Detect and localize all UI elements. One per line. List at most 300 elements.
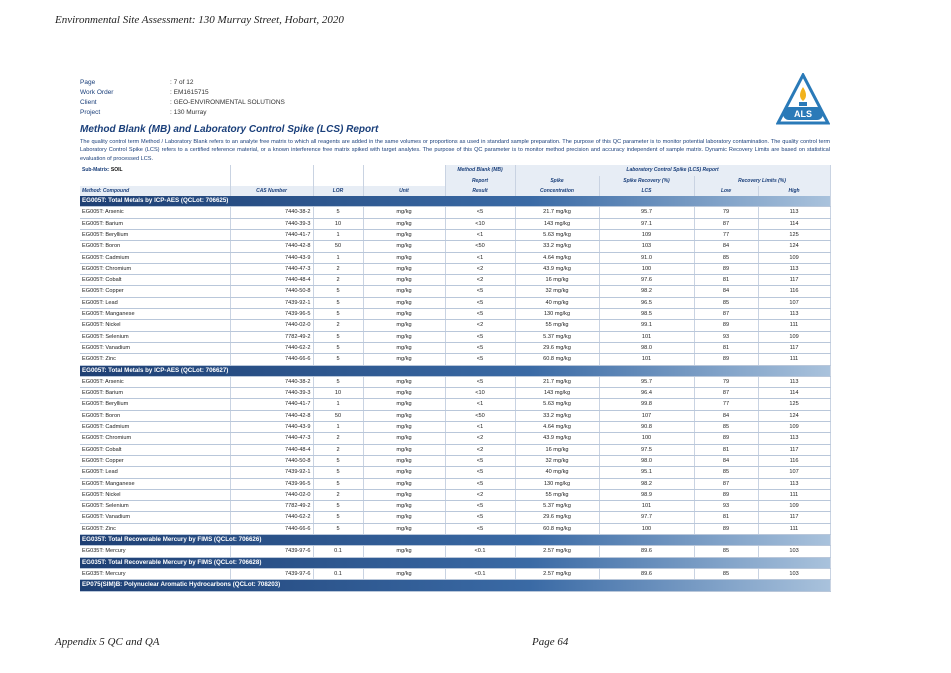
spike-concentration-cell: 4.64 mg/kg: [515, 422, 599, 433]
lcs-recovery-cell: 98.0: [599, 455, 694, 466]
spike-concentration-cell: 21.7 mg/kg: [515, 376, 599, 387]
lor-cell: 5: [313, 354, 363, 365]
recovery-high-cell: 109: [758, 252, 830, 263]
unit-cell: mg/kg: [363, 455, 445, 466]
recovery-high-cell: 113: [758, 478, 830, 489]
lor-cell: 0.1: [313, 568, 363, 579]
cas-number-cell: 7440-62-2: [230, 512, 313, 523]
recovery-high-cell: 124: [758, 410, 830, 421]
mb-result-cell: <5: [445, 467, 515, 478]
cas-number-cell: 7440-42-8: [230, 410, 313, 421]
high-header: High: [758, 186, 830, 196]
sub-matrix-label: Sub-Matrix:: [82, 167, 110, 174]
cas-number-cell: 7440-48-4: [230, 444, 313, 455]
table-row: [80, 218, 830, 229]
table-row: [80, 376, 830, 387]
group-title: EG005T: Total Metals by ICP-AES (QCLot: 706625): [80, 196, 830, 207]
report-title: Method Blank (MB) and Laboratory Control Spike (LCS) Report: [80, 124, 379, 135]
spike-concentration-cell: 60.8 mg/kg: [515, 354, 599, 365]
cas-number-cell: 7439-97-6: [230, 546, 313, 557]
lcs-recovery-cell: 97.7: [599, 512, 694, 523]
lor-cell: 5: [313, 501, 363, 512]
table-row: [80, 252, 830, 263]
table-row: [80, 568, 830, 579]
spike-concentration-cell: 33.2 mg/kg: [515, 410, 599, 421]
lcs-recovery-cell: 97.1: [599, 218, 694, 229]
meta-row: [80, 98, 830, 108]
mb-result-cell: <2: [445, 275, 515, 286]
unit-cell: mg/kg: [363, 275, 445, 286]
unit-header: Unit: [363, 186, 445, 196]
cas-number-cell: 7440-38-2: [230, 207, 313, 218]
lcs-recovery-cell: 107: [599, 410, 694, 421]
cas-number-cell: 7440-41-7: [230, 399, 313, 410]
table-row: [80, 467, 830, 478]
unit-cell: mg/kg: [363, 467, 445, 478]
mb-result-cell: <5: [445, 286, 515, 297]
page-header: Environmental Site Assessment: 130 Murray Street, Hobart, 2020: [55, 14, 344, 26]
header-row-1: [80, 165, 830, 175]
cas-number-cell: 7440-39-3: [230, 388, 313, 399]
recovery-high-cell: 113: [758, 376, 830, 387]
spike-header: Spike: [515, 176, 599, 186]
spike-concentration-cell: 5.37 mg/kg: [515, 501, 599, 512]
cas-number-cell: 7440-41-7: [230, 230, 313, 241]
meta-value: : EM1615715: [170, 89, 209, 96]
lcs-recovery-cell: 96.5: [599, 297, 694, 308]
lor-cell: 0.1: [313, 546, 363, 557]
footer-right: Page 64: [532, 636, 569, 648]
compound-cell: EG005T: Boron: [80, 241, 230, 252]
spike-concentration-cell: 16 mg/kg: [515, 444, 599, 455]
cas-number-cell: 7440-39-3: [230, 218, 313, 229]
unit-cell: mg/kg: [363, 263, 445, 274]
table-row: [80, 523, 830, 534]
compound-cell: EG005T: Chromium: [80, 433, 230, 444]
table-row: [80, 309, 830, 320]
recovery-high-cell: 113: [758, 207, 830, 218]
spike-concentration-cell: 21.7 mg/kg: [515, 207, 599, 218]
recovery-low-cell: 87: [694, 218, 758, 229]
table-row: [80, 410, 830, 421]
table-row: [80, 297, 830, 308]
lor-cell: 1: [313, 230, 363, 241]
spike-concentration-cell: 43.9 mg/kg: [515, 263, 599, 274]
unit-cell: mg/kg: [363, 342, 445, 353]
meta-label: Client: [80, 99, 97, 106]
cas-number-cell: 7440-66-6: [230, 354, 313, 365]
table-row: [80, 207, 830, 218]
report-meta: [80, 78, 830, 118]
cas-number-cell: 7440-02-0: [230, 489, 313, 500]
recovery-low-cell: 81: [694, 275, 758, 286]
recovery-high-cell: 111: [758, 489, 830, 500]
cas-number-cell: 7440-66-6: [230, 523, 313, 534]
spike-concentration-cell: 33.2 mg/kg: [515, 241, 599, 252]
result-header: Result: [445, 186, 515, 196]
mb-result-cell: <2: [445, 433, 515, 444]
meta-row: [80, 78, 830, 88]
mb-result-cell: <2: [445, 263, 515, 274]
recovery-low-cell: 79: [694, 207, 758, 218]
lcs-recovery-cell: 98.2: [599, 286, 694, 297]
unit-cell: mg/kg: [363, 320, 445, 331]
lor-cell: 5: [313, 297, 363, 308]
recovery-high-cell: 124: [758, 241, 830, 252]
recovery-low-cell: 84: [694, 241, 758, 252]
meta-value: : 130 Murray: [170, 109, 207, 116]
recovery-high-cell: 117: [758, 342, 830, 353]
group-header-row: [80, 196, 830, 207]
lor-cell: 10: [313, 388, 363, 399]
lor-cell: 5: [313, 467, 363, 478]
compound-cell: EG005T: Arsenic: [80, 376, 230, 387]
cas-number-cell: 7440-50-8: [230, 286, 313, 297]
spike-concentration-cell: 143 mg/kg: [515, 388, 599, 399]
table-row: [80, 331, 830, 342]
unit-cell: mg/kg: [363, 388, 445, 399]
report-header: Report: [445, 176, 515, 186]
lor-cell: 5: [313, 523, 363, 534]
lcs-recovery-cell: 99.8: [599, 399, 694, 410]
meta-label: Page: [80, 79, 96, 86]
group-header-row: [80, 535, 830, 546]
table-row: [80, 286, 830, 297]
recovery-high-cell: 114: [758, 388, 830, 399]
cas-number-cell: 7440-47-3: [230, 433, 313, 444]
logo-text: ALS: [794, 109, 812, 119]
group-title: EG005T: Total Metals by ICP-AES (QCLot: 706627): [80, 365, 830, 376]
cas-number-cell: 7440-47-3: [230, 263, 313, 274]
qc-table: [80, 165, 831, 591]
recovery-low-cell: 79: [694, 376, 758, 387]
lor-cell: 1: [313, 252, 363, 263]
table-row: [80, 455, 830, 466]
mb-result-cell: <1: [445, 422, 515, 433]
compound-cell: EG005T: Lead: [80, 297, 230, 308]
footer-left: Appendix 5 QC and QA: [55, 636, 160, 648]
recovery-high-cell: 103: [758, 568, 830, 579]
table-row: [80, 230, 830, 241]
compound-cell: EG005T: Zinc: [80, 523, 230, 534]
compound-cell: EG005T: Manganese: [80, 309, 230, 320]
lcs-recovery-cell: 95.7: [599, 207, 694, 218]
mb-result-cell: <5: [445, 207, 515, 218]
lcs-recovery-cell: 98.5: [599, 309, 694, 320]
recovery-low-cell: 87: [694, 309, 758, 320]
unit-cell: mg/kg: [363, 422, 445, 433]
spike-concentration-cell: 55 mg/kg: [515, 320, 599, 331]
lcs-recovery-cell: 97.6: [599, 275, 694, 286]
table-row: [80, 275, 830, 286]
compound-cell: EG005T: Copper: [80, 286, 230, 297]
compound-cell: EG035T: Mercury: [80, 546, 230, 557]
recovery-high-cell: 103: [758, 546, 830, 557]
recovery-low-cell: 93: [694, 501, 758, 512]
recovery-high-cell: 125: [758, 230, 830, 241]
compound-cell: EG005T: Nickel: [80, 320, 230, 331]
recovery-low-cell: 93: [694, 331, 758, 342]
spike-concentration-cell: 5.63 mg/kg: [515, 399, 599, 410]
recovery-high-cell: 116: [758, 286, 830, 297]
table-row: [80, 444, 830, 455]
recovery-low-cell: 84: [694, 410, 758, 421]
cas-header: CAS Number: [230, 186, 313, 196]
lor-cell: 2: [313, 263, 363, 274]
table-row: [80, 546, 830, 557]
lor-cell: 5: [313, 207, 363, 218]
compound-cell: EG005T: Nickel: [80, 489, 230, 500]
mb-result-cell: <2: [445, 444, 515, 455]
mb-result-cell: <10: [445, 388, 515, 399]
recovery-high-cell: 116: [758, 455, 830, 466]
recovery-low-cell: 89: [694, 523, 758, 534]
compound-cell: EG005T: Lead: [80, 467, 230, 478]
unit-cell: mg/kg: [363, 478, 445, 489]
compound-cell: EG005T: Barium: [80, 218, 230, 229]
recovery-high-cell: 107: [758, 297, 830, 308]
compound-cell: EG005T: Cobalt: [80, 444, 230, 455]
unit-cell: mg/kg: [363, 286, 445, 297]
recovery-low-cell: 84: [694, 455, 758, 466]
cas-number-cell: 7782-49-2: [230, 501, 313, 512]
compound-cell: EG005T: Boron: [80, 410, 230, 421]
mb-result-cell: <10: [445, 218, 515, 229]
compound-cell: EG005T: Cadmium: [80, 422, 230, 433]
meta-row: [80, 108, 830, 118]
mb-result-cell: <5: [445, 478, 515, 489]
mb-result-cell: <5: [445, 455, 515, 466]
table-row: [80, 478, 830, 489]
recovery-high-cell: 113: [758, 309, 830, 320]
lcs-recovery-cell: 98.0: [599, 342, 694, 353]
unit-cell: mg/kg: [363, 399, 445, 410]
lcs-recovery-cell: 100: [599, 433, 694, 444]
group-header-row: [80, 580, 830, 591]
table-row: [80, 489, 830, 500]
table-row: [80, 354, 830, 365]
unit-cell: mg/kg: [363, 376, 445, 387]
compound-cell: EG005T: Cadmium: [80, 252, 230, 263]
spike-concentration-cell: 16 mg/kg: [515, 275, 599, 286]
table-row: [80, 422, 830, 433]
cas-number-cell: 7440-48-4: [230, 275, 313, 286]
lcs-recovery-cell: 96.4: [599, 388, 694, 399]
compound-cell: EG005T: Beryllium: [80, 230, 230, 241]
unit-cell: mg/kg: [363, 331, 445, 342]
mb-result-cell: <5: [445, 309, 515, 320]
mb-result-cell: <2: [445, 489, 515, 500]
recovery-high-cell: 117: [758, 444, 830, 455]
table-row: [80, 263, 830, 274]
spike-concentration-cell: 32 mg/kg: [515, 455, 599, 466]
recovery-low-cell: 89: [694, 354, 758, 365]
unit-cell: mg/kg: [363, 297, 445, 308]
unit-cell: mg/kg: [363, 207, 445, 218]
lor-cell: 2: [313, 489, 363, 500]
unit-cell: mg/kg: [363, 410, 445, 421]
cas-number-cell: 7440-02-0: [230, 320, 313, 331]
recovery-high-cell: 109: [758, 331, 830, 342]
lcs-recovery-cell: 109: [599, 230, 694, 241]
lcs-recovery-cell: 100: [599, 263, 694, 274]
table-row: [80, 501, 830, 512]
spike-concentration-cell: 43.9 mg/kg: [515, 433, 599, 444]
spike-concentration-cell: 5.63 mg/kg: [515, 230, 599, 241]
spike-concentration-cell: 2.57 mg/kg: [515, 568, 599, 579]
compound-cell: EG005T: Vanadium: [80, 512, 230, 523]
sub-matrix: [80, 165, 230, 175]
lcs-recovery-cell: 100: [599, 523, 694, 534]
mb-result-cell: <1: [445, 230, 515, 241]
meta-value: : 7 of 12: [170, 79, 194, 86]
spike-concentration-cell: 130 mg/kg: [515, 478, 599, 489]
lcs-recovery-cell: 97.5: [599, 444, 694, 455]
mb-result-cell: <5: [445, 342, 515, 353]
recovery-low-cell: 85: [694, 546, 758, 557]
lor-cell: 2: [313, 444, 363, 455]
lor-cell: 2: [313, 433, 363, 444]
spike-recovery-header: Spike Recovery (%): [599, 176, 694, 186]
recovery-low-cell: 81: [694, 444, 758, 455]
table-row: [80, 241, 830, 252]
meta-label: Work Order: [80, 89, 114, 96]
method-compound-header: Method: Compound: [80, 186, 230, 196]
lor-cell: 5: [313, 376, 363, 387]
cas-number-cell: 7439-96-5: [230, 309, 313, 320]
lor-cell: 50: [313, 241, 363, 252]
unit-cell: mg/kg: [363, 433, 445, 444]
lor-cell: 10: [313, 218, 363, 229]
compound-cell: EG035T: Mercury: [80, 568, 230, 579]
cas-number-cell: 7439-92-1: [230, 297, 313, 308]
mb-result-cell: <5: [445, 354, 515, 365]
table-row: [80, 342, 830, 353]
cas-number-cell: 7439-92-1: [230, 467, 313, 478]
cas-number-cell: 7440-42-8: [230, 241, 313, 252]
mb-result-cell: <1: [445, 399, 515, 410]
lcs-recovery-cell: 101: [599, 331, 694, 342]
recovery-low-cell: 87: [694, 478, 758, 489]
spike-concentration-cell: 60.8 mg/kg: [515, 523, 599, 534]
compound-cell: EG005T: Manganese: [80, 478, 230, 489]
group-header-row: [80, 557, 830, 568]
recovery-low-cell: 77: [694, 399, 758, 410]
unit-cell: mg/kg: [363, 309, 445, 320]
compound-cell: EG005T: Vanadium: [80, 342, 230, 353]
compound-cell: EG005T: Selenium: [80, 331, 230, 342]
recovery-low-cell: 87: [694, 388, 758, 399]
unit-cell: mg/kg: [363, 568, 445, 579]
lcs-recovery-cell: 95.1: [599, 467, 694, 478]
recovery-low-cell: 89: [694, 489, 758, 500]
cas-number-cell: 7440-50-8: [230, 455, 313, 466]
lor-cell: 5: [313, 455, 363, 466]
unit-cell: mg/kg: [363, 512, 445, 523]
mb-result-cell: <0.1: [445, 546, 515, 557]
recovery-high-cell: 109: [758, 422, 830, 433]
lcs-recovery-cell: 95.7: [599, 376, 694, 387]
lor-cell: 5: [313, 309, 363, 320]
mb-result-cell: <1: [445, 252, 515, 263]
lcs-recovery-cell: 98.2: [599, 478, 694, 489]
meta-label: Project: [80, 109, 101, 116]
compound-cell: EG005T: Copper: [80, 455, 230, 466]
lor-cell: 1: [313, 399, 363, 410]
lcs-recovery-cell: 90.8: [599, 422, 694, 433]
compound-cell: EG005T: Beryllium: [80, 399, 230, 410]
unit-cell: mg/kg: [363, 489, 445, 500]
recovery-low-cell: 85: [694, 252, 758, 263]
recovery-low-cell: 89: [694, 433, 758, 444]
low-header: Low: [694, 186, 758, 196]
meta-row: [80, 88, 830, 98]
lcs-recovery-cell: 98.9: [599, 489, 694, 500]
recovery-high-cell: 114: [758, 218, 830, 229]
mb-result-cell: <5: [445, 512, 515, 523]
spike-concentration-cell: 2.57 mg/kg: [515, 546, 599, 557]
lor-cell: 5: [313, 478, 363, 489]
als-logo: [776, 73, 830, 125]
recovery-low-cell: 85: [694, 568, 758, 579]
spike-concentration-cell: 40 mg/kg: [515, 297, 599, 308]
recovery-high-cell: 113: [758, 433, 830, 444]
spike-concentration-cell: 29.6 mg/kg: [515, 342, 599, 353]
mb-result-cell: <50: [445, 241, 515, 252]
lor-cell: 5: [313, 286, 363, 297]
recovery-low-cell: 85: [694, 422, 758, 433]
unit-cell: mg/kg: [363, 523, 445, 534]
header-row-3: [80, 186, 830, 196]
unit-cell: mg/kg: [363, 241, 445, 252]
unit-cell: mg/kg: [363, 444, 445, 455]
recovery-high-cell: 107: [758, 467, 830, 478]
recovery-high-cell: 117: [758, 512, 830, 523]
recovery-low-cell: 77: [694, 230, 758, 241]
recovery-high-cell: 111: [758, 320, 830, 331]
compound-cell: EG005T: Selenium: [80, 501, 230, 512]
lor-cell: 1: [313, 422, 363, 433]
table-row: [80, 320, 830, 331]
recovery-high-cell: 117: [758, 275, 830, 286]
recovery-low-cell: 84: [694, 286, 758, 297]
recovery-limits-header: Recovery Limits (%): [694, 176, 830, 186]
lcs-report-header: Laboratory Control Spike (LCS) Report: [515, 165, 830, 175]
spike-concentration-cell: 4.64 mg/kg: [515, 252, 599, 263]
report-description: The quality control term Method / Laboratory Blank refers to an analyte free matrix to which all reagents are added in the same volumes or proportions as used in standard sample preparation. The purpose of this QC parameter is to monitor potential laboratory contamination. The quality control term Laboratory Control Spike (LCS) refers to a certified reference material, or a known interference free matrix spiked with target analytes. The purpose of this QC parameter is to monitor method precision and accuracy independent of sample matrix. Dynamic Recovery Limits are based on statistical evaluation of processed LCS.: [80, 139, 830, 162]
unit-cell: mg/kg: [363, 230, 445, 241]
lor-cell: 5: [313, 331, 363, 342]
recovery-low-cell: 81: [694, 512, 758, 523]
lcs-recovery-cell: 103: [599, 241, 694, 252]
mb-report-header: Method Blank (MB): [445, 165, 515, 175]
spike-concentration-cell: 5.37 mg/kg: [515, 331, 599, 342]
compound-cell: EG005T: Zinc: [80, 354, 230, 365]
table-row: [80, 388, 830, 399]
compound-cell: EG005T: Cobalt: [80, 275, 230, 286]
mb-result-cell: <0.1: [445, 568, 515, 579]
lcs-recovery-cell: 99.1: [599, 320, 694, 331]
mb-result-cell: <5: [445, 523, 515, 534]
unit-cell: mg/kg: [363, 546, 445, 557]
lor-cell: 2: [313, 320, 363, 331]
lcs-recovery-cell: 89.6: [599, 568, 694, 579]
mb-result-cell: <50: [445, 410, 515, 421]
recovery-low-cell: 81: [694, 342, 758, 353]
mb-result-cell: <5: [445, 297, 515, 308]
cas-number-cell: 7782-49-2: [230, 331, 313, 342]
recovery-high-cell: 111: [758, 354, 830, 365]
